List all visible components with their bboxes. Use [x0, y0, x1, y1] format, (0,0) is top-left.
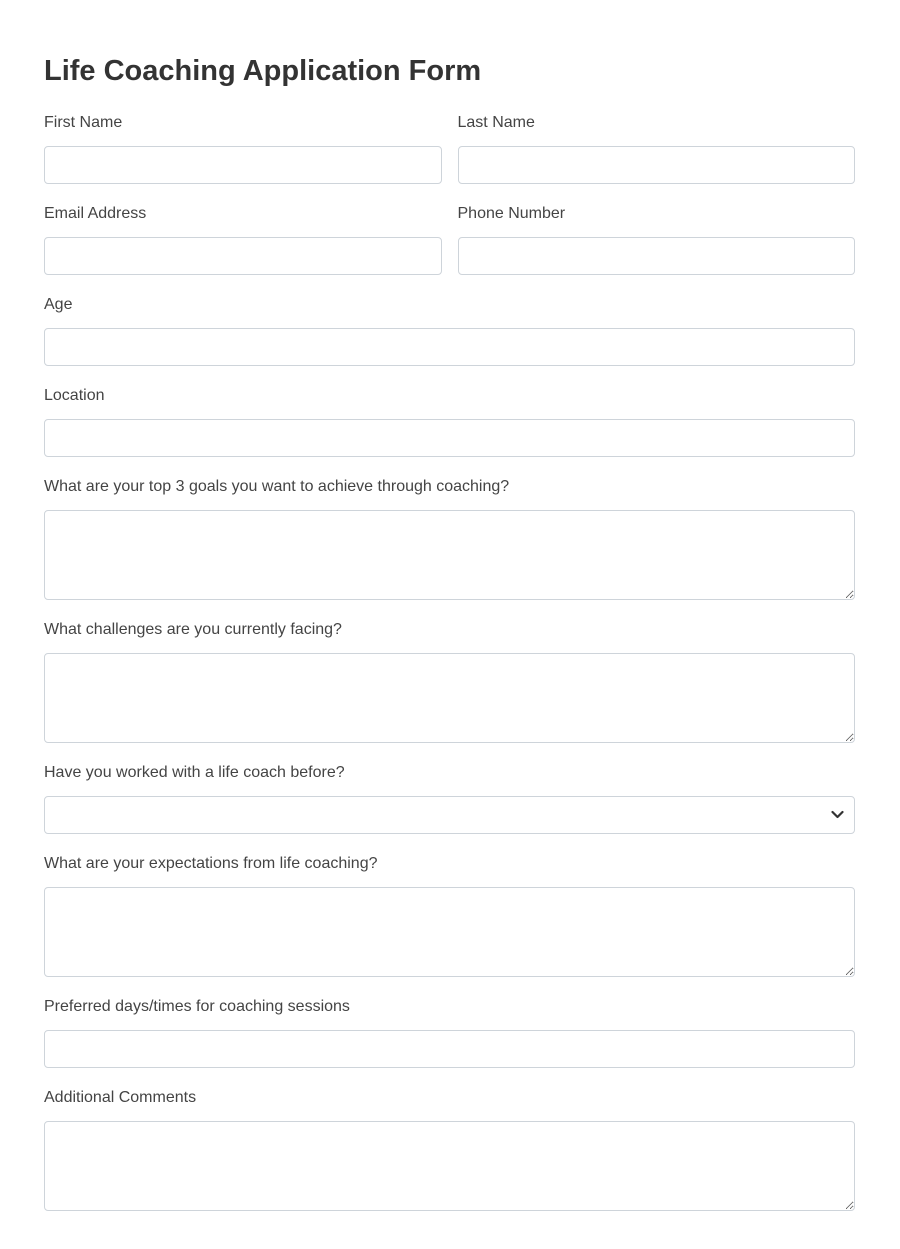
- first-name-input[interactable]: [44, 146, 442, 184]
- form-page: [0, 53, 900, 1249]
- phone-label: Phone Number: [457, 205, 566, 222]
- location-group: [44, 386, 855, 457]
- phone-group: [458, 204, 856, 275]
- comments-label: Additional Comments: [44, 1089, 197, 1106]
- challenges-label: What challenges are you currently facing?: [44, 621, 342, 638]
- first-name-label: First Name: [44, 114, 123, 131]
- contact-row: [44, 204, 855, 295]
- coach-before-group: [44, 763, 855, 834]
- expectations-group: [44, 854, 855, 977]
- age-input[interactable]: [44, 328, 855, 366]
- comments-group: [44, 1088, 855, 1211]
- last-name-group: [458, 113, 856, 184]
- preferred-times-label: Preferred days/times for coaching sessions: [44, 998, 350, 1015]
- expectations-label: What are your expectations from life coaching?: [44, 855, 378, 872]
- preferred-times-group: [44, 997, 855, 1068]
- coach-before-label: Have you worked with a life coach before?: [44, 764, 345, 781]
- age-group: [44, 295, 855, 366]
- name-row: [44, 113, 855, 204]
- goals-label: What are your top 3 goals you want to achieve through coaching?: [44, 478, 510, 495]
- life-coaching-form: [44, 113, 855, 1211]
- challenges-group: [44, 620, 855, 743]
- last-name-input[interactable]: [458, 146, 856, 184]
- location-label: Location: [44, 387, 105, 404]
- page-title: Life Coaching Application Form: [44, 55, 482, 87]
- last-name-label: Last Name: [457, 114, 535, 131]
- email-input[interactable]: [44, 237, 442, 275]
- preferred-times-input[interactable]: [44, 1030, 855, 1068]
- phone-input[interactable]: [458, 237, 856, 275]
- first-name-group: [44, 113, 442, 184]
- goals-group: [44, 477, 855, 600]
- comments-textarea[interactable]: [44, 1121, 855, 1211]
- coach-before-select[interactable]: [44, 796, 855, 834]
- expectations-textarea[interactable]: [44, 887, 855, 977]
- age-label: Age: [44, 296, 73, 313]
- challenges-textarea[interactable]: [44, 653, 855, 743]
- email-group: [44, 204, 442, 275]
- email-label: Email Address: [44, 205, 147, 222]
- goals-textarea[interactable]: [44, 510, 855, 600]
- location-input[interactable]: [44, 419, 855, 457]
- coach-before-select-wrap: [44, 796, 855, 834]
